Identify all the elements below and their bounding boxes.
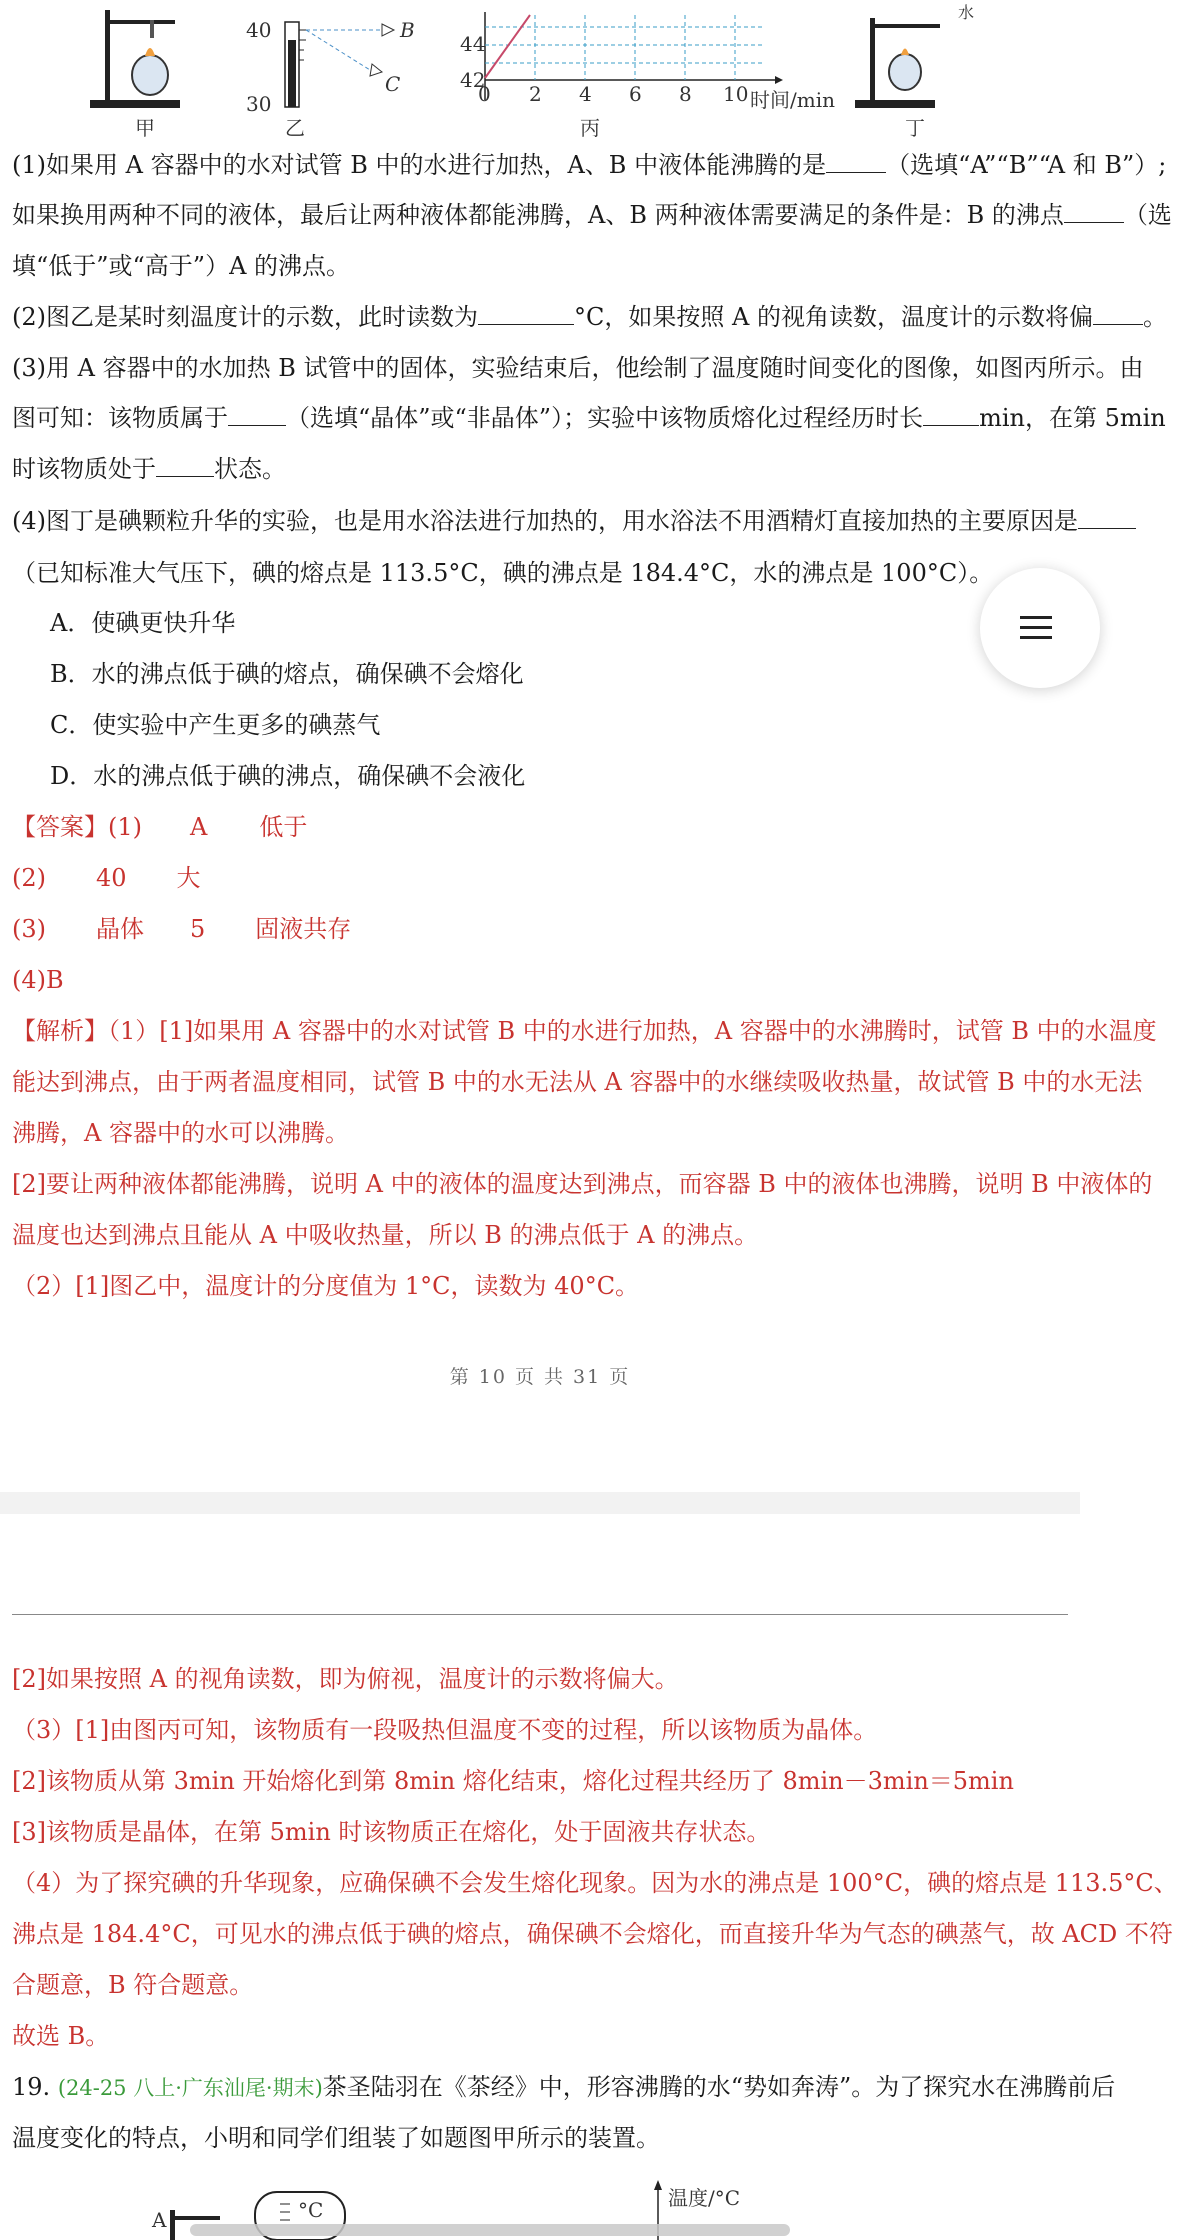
graph-x-tick-0: 0 — [478, 82, 491, 106]
floating-menu-button[interactable] — [980, 568, 1100, 688]
graph-x-tick-6: 6 — [629, 82, 642, 106]
graph-x-tick-8: 8 — [679, 82, 692, 106]
page-gap — [0, 1492, 1080, 1514]
analysis-p2-line-4: [3]该物质是晶体，在第 5min 时该物质正在熔化，处于固液共存状态。 — [12, 1818, 771, 1846]
answer-blank — [923, 405, 979, 426]
thermometer-view-b: B — [400, 18, 415, 42]
thermometer-tick-40: 40 — [246, 18, 272, 42]
graph-y-tick-42: 42 — [460, 68, 486, 92]
question-source: (24-25 八上·广东汕尾·期末) — [57, 2076, 323, 2100]
answer-blank — [228, 405, 286, 426]
answer-row-4: (4)B — [12, 966, 64, 994]
figure-ding-partial-label: 水 — [958, 3, 975, 22]
answer-blank — [1093, 304, 1143, 325]
analysis-p2-line-5: （4）为了探究碘的升华现象，应确保碘不会发生熔化现象。因为水的沸点是 100°C，碘的熔点是 113.5°C、 — [12, 1869, 1178, 1897]
option-d: D．水的沸点低于碘的沸点，确保碘不会液化 — [50, 762, 526, 790]
graph-x-tick-4: 4 — [579, 82, 592, 106]
figure-label-ding: 丁 — [905, 116, 925, 140]
analysis-line-6: （2）[1]图乙中，温度计的分度值为 1°C，读数为 40°C。 — [12, 1272, 640, 1300]
question-number: 19. — [12, 2073, 51, 2101]
question-19-line-2: 温度变化的特点，小明和同学们组装了如题图甲所示的装置。 — [12, 2124, 660, 2152]
answer-blank — [1078, 508, 1136, 529]
analysis-line-4: [2]要让两种液体都能沸腾，说明 A 中的液体的温度达到沸点，而容器 B 中的液体也沸腾，说明 B 中液体的 — [12, 1170, 1153, 1198]
graph-y-axis-label: 温度/°C — [668, 2186, 741, 2210]
question-3-line-3: 时该物质处于 状态。 — [12, 455, 286, 483]
figure-label-jia: 甲 — [135, 116, 155, 140]
document-page-11 — [0, 1514, 1178, 2240]
figure-label-yi: 乙 — [285, 116, 305, 140]
analysis-p2-line-6: 沸点是 184.4°C，可见水的沸点低于碘的熔点，确保碘不会熔化，而直接升华为气态的碘蒸气，故 ACD 不符 — [12, 1920, 1173, 1948]
analysis-p2-line-8: 故选 B。 — [12, 2022, 110, 2050]
analysis-line-1: 【解析】（1）[1]如果用 A 容器中的水对试管 B 中的水进行加热，A 容器中的水沸腾时，试管 B 中的水温度 — [12, 1017, 1157, 1045]
graph-y-tick-44: 44 — [460, 32, 486, 56]
figure-label-bing: 丙 — [580, 116, 600, 140]
thermometer-unit-label: °C — [298, 2198, 324, 2222]
option-a: A．使碘更快升华 — [50, 609, 236, 637]
answer-blank — [826, 152, 886, 173]
answer-blank — [1064, 202, 1124, 223]
graph-x-tick-10: 10 — [723, 82, 749, 106]
analysis-p2-line-1: [2]如果按照 A 的视角读数，即为俯视，温度计的示数将偏大。 — [12, 1665, 679, 1693]
page-number: 第 10 页 共 31 页 — [449, 1366, 631, 1388]
question-1-line-1: (1)如果用 A 容器中的水对试管 B 中的水进行加热，A、B 中液体能沸腾的是 （选填“A”“B”“A 和 B”）; — [12, 151, 1167, 179]
question-3-line-1: (3)用 A 容器中的水加热 B 试管中的固体，实验结束后，他绘制了温度随时间变化的图像，如图丙所示。由 — [12, 354, 1144, 382]
graph-x-unit: 时间/min — [750, 88, 835, 112]
option-c: C．使实验中产生更多的碘蒸气 — [50, 711, 381, 739]
answer-row-3: (3) 晶体 5 固液共存 — [12, 915, 352, 943]
question-19-line-1: 19. (24-25 八上·广东汕尾·期末)茶圣陆羽在《茶经》中，形容沸腾的水“势如奔涛”。为了探究水在沸腾前后 — [12, 2073, 1116, 2101]
thermometer-view-c: C — [385, 72, 401, 96]
figure-ding-apparatus — [855, 18, 940, 108]
question-4-line-1: (4)图丁是碘颗粒升华的实验，也是用水浴法进行加热的，用水浴法不用酒精灯直接加热的主要原因是 — [12, 504, 1068, 538]
question-3-line-2: 图可知：该物质属于 （选填“晶体”或“非晶体”）；实验中该物质熔化过程经历时长 min，在第 5min — [12, 404, 1166, 432]
answer-blank — [156, 456, 214, 477]
page-header-rule — [12, 1614, 1068, 1615]
figure-yi-thermometer — [285, 22, 394, 107]
answer-row-2: (2) 40 大 — [12, 864, 201, 892]
analysis-p2-line-7: 合题意，B 符合题意。 — [12, 1971, 254, 1999]
question-2-line: (2)图乙是某时刻温度计的示数，此时读数为 °C，如果按照 A 的视角读数，温度计的示数将偏 。 — [12, 303, 1167, 331]
question-4-line-2: （已知标准大气压下，碘的熔点是 113.5°C，碘的沸点是 184.4°C，水的沸点是 100°C）。 — [12, 559, 994, 587]
answer-tag: 【答案】 — [12, 813, 108, 841]
figure-label-a: A — [152, 2208, 167, 2232]
analysis-p2-line-2: （3）[1]由图丙可知，该物质有一段吸热但温度不变的过程，所以该物质为晶体。 — [12, 1716, 878, 1744]
analysis-p2-line-3: [2]该物质从第 3min 开始熔化到第 8min 熔化结束，熔化过程共经历了 8min－3min＝5min — [12, 1767, 1014, 1795]
answer-blank — [478, 304, 574, 325]
analysis-line-3: 沸腾，A 容器中的水可以沸腾。 — [12, 1119, 349, 1147]
option-b: B．水的沸点低于碘的熔点，确保碘不会熔化 — [50, 660, 524, 688]
horizontal-scrollbar[interactable] — [190, 2224, 790, 2236]
analysis-line-5: 温度也达到沸点且能从 A 中吸收热量，所以 B 的沸点低于 A 的沸点。 — [12, 1221, 759, 1249]
analysis-line-2: 能达到沸点，由于两者温度相同，试管 B 中的水无法从 A 容器中的水继续吸收热量，故试管 B 中的水无法 — [12, 1068, 1143, 1096]
answer-row-1: 【答案】(1) A 低于 — [12, 813, 308, 841]
thermometer-tick-30: 30 — [246, 92, 272, 116]
question-1-line-3: 填“低于”或“高于”）A 的沸点。 — [12, 252, 351, 280]
graph-x-tick-2: 2 — [529, 82, 542, 106]
figure-jia-apparatus — [90, 10, 180, 108]
question-1-line-2: 如果换用两种不同的液体，最后让两种液体都能沸腾，A、B 两种液体需要满足的条件是：B 的沸点 （选 — [12, 201, 1172, 229]
